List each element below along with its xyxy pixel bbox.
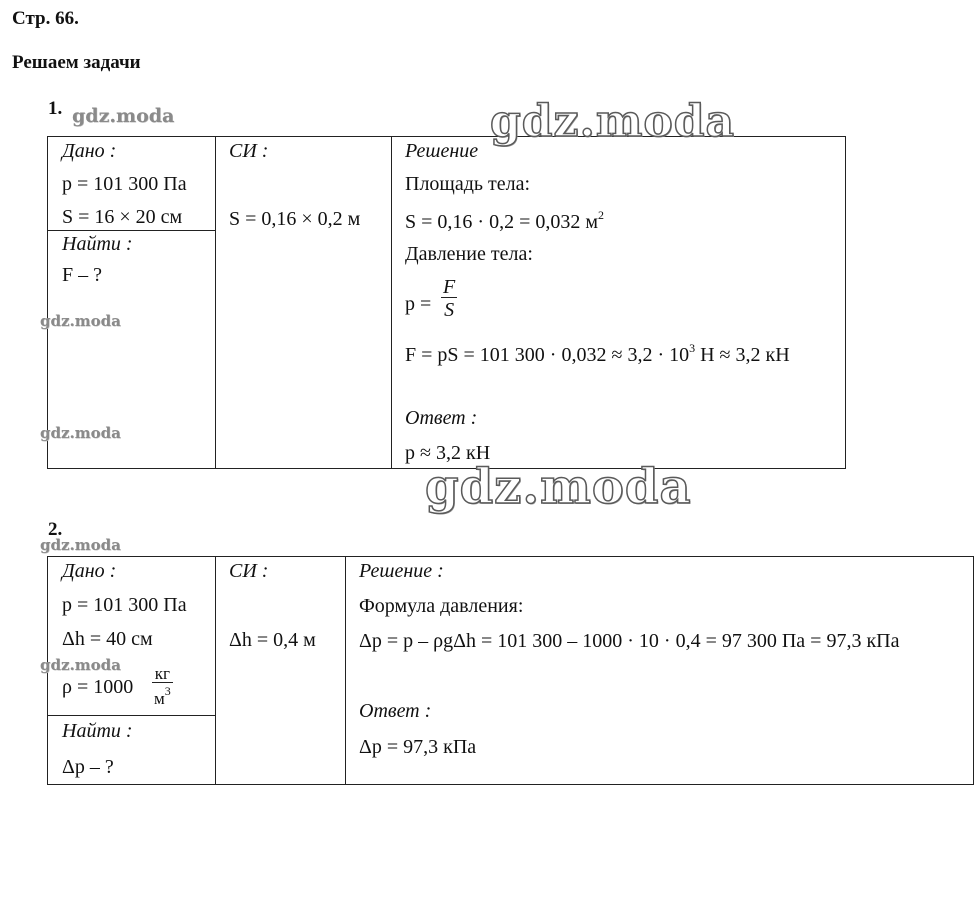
area-formula	[405, 209, 604, 232]
problem-1-table	[47, 136, 846, 469]
area-exponent: 2	[598, 208, 604, 222]
answer-header: Ответ :	[359, 700, 432, 722]
fraction-denominator: S	[444, 299, 455, 321]
watermark-small: gdz.moda	[40, 536, 121, 554]
density-unit-denominator-text: м	[154, 689, 165, 708]
row-divider	[48, 715, 216, 716]
solution-header: Решение	[405, 140, 479, 162]
problem-2-number: 2.	[48, 519, 63, 540]
given-pressure: p = 101 300 Па	[62, 173, 187, 195]
si-area: S = 0,16 × 0,2 м	[229, 208, 361, 230]
watermark-small: gdz.moda	[40, 656, 121, 674]
problem-2-table	[47, 556, 974, 785]
pressure-fraction	[441, 277, 457, 320]
si-header: СИ :	[229, 560, 269, 582]
pressure-label: Давление тела:	[405, 243, 533, 265]
given-header: Дано :	[62, 560, 117, 582]
answer-value: Δp = 97,3 кПа	[359, 736, 477, 758]
fraction-numerator: F	[443, 276, 456, 298]
given-pressure: p = 101 300 Па	[62, 594, 187, 616]
density-unit-exponent: 3	[164, 684, 171, 698]
density-unit-fraction	[152, 665, 173, 707]
force-formula-text: F = pS = 101 300 · 0,032 ≈ 3,2 · 10	[405, 344, 690, 366]
find-header: Найти :	[62, 720, 133, 742]
answer-header: Ответ :	[405, 407, 478, 429]
density-unit-numerator: кг	[152, 665, 173, 683]
si-height-diff: Δh = 0,4 м	[229, 629, 316, 651]
area-label: Площадь тела:	[405, 173, 531, 195]
area-formula-text: S = 0,16 · 0,2 = 0,032 м	[405, 211, 598, 233]
column-divider	[215, 137, 216, 468]
si-header: СИ :	[229, 140, 269, 162]
force-exponent: 3	[689, 341, 696, 355]
pressure-formula: Δp = p – ρgΔh = 101 300 – 1000 · 10 · 0,4 = 97 300 Па = 97,3 кПа	[359, 630, 900, 652]
column-divider	[345, 557, 346, 784]
column-divider	[391, 137, 392, 468]
problem-1-number: 1.	[48, 98, 63, 119]
answer-value: p ≈ 3,2 кН	[405, 442, 491, 464]
pressure-formula-lhs: p =	[405, 293, 432, 315]
find-pressure-diff: Δp – ?	[62, 756, 114, 778]
force-formula-result: Н ≈ 3,2 кН	[695, 344, 790, 366]
watermark-small: gdz.moda	[72, 105, 175, 127]
watermark-large: gdz.moda	[490, 96, 736, 147]
row-divider	[48, 230, 216, 231]
watermark-large: gdz.moda	[425, 459, 692, 515]
density-unit-denominator	[152, 683, 173, 707]
page-label: Стр. 66.	[12, 8, 79, 29]
solution-header: Решение :	[359, 560, 444, 582]
formula-label: Формула давления:	[359, 595, 524, 617]
given-area: S = 16 × 20 см	[62, 206, 183, 228]
watermark-small: gdz.moda	[40, 424, 121, 442]
section-title: Решаем задачи	[12, 52, 141, 73]
watermark-small: gdz.moda	[40, 312, 121, 330]
force-formula	[405, 342, 790, 365]
given-height-diff: Δh = 40 см	[62, 628, 153, 650]
given-header: Дано :	[62, 140, 117, 162]
find-header: Найти :	[62, 233, 133, 255]
column-divider	[215, 557, 216, 784]
find-force: F – ?	[62, 264, 102, 286]
given-density: ρ = 1000	[62, 676, 134, 698]
